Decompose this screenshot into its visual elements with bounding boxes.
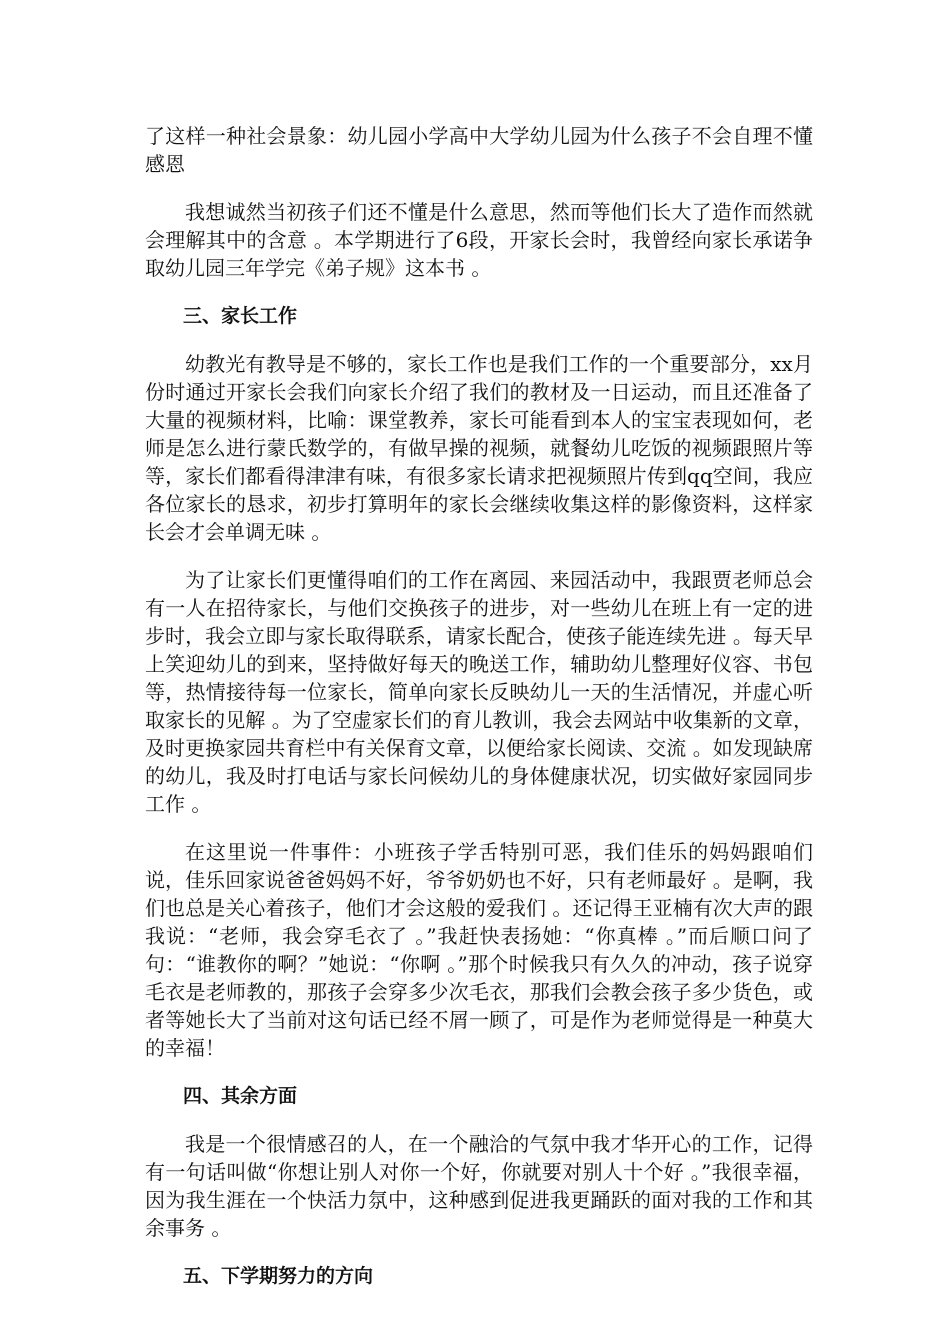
section-heading-parent-work: 三、家长工作 (183, 305, 298, 327)
document-body (145, 122, 813, 1310)
paragraph-continued: 了这样一种社会景象：幼儿园小学高中大学幼儿园为什么孩子不会自理不懂感恩 (145, 124, 813, 176)
paragraph-parent-communication: 为了让家长们更懂得咱们的工作在离园、来园活动中，我跟贾老师总会有一人在招待家长，与他们交换孩子的进步，对一些幼儿在班上有一定的进步时，我会立即与家长取得联系，请家长配合，使孩子能连续先进 。每天早上笑迎幼儿的到来，坚持做好每天的晚送工作，辅助幼儿整理好仪容、书包等，热情接待每一位家长，简单向家长反映幼儿一天的生活情况，并虚心听取家长的见解 。为了空虚家长们的育儿教训，我会去网站中收集新的文章，及时更换家园共育栏中有关保育文章，以便给家长阅读、交流 。如发现缺席的幼儿，我及时打电话与家长问候幼儿的身体健康状况，切实做好家园同步工作 。 (145, 568, 813, 816)
paragraph-anecdote: 在这里说一件事件：小班孩子学舌特别可恶，我们佳乐的妈妈跟咱们说，佳乐回家说爸爸妈妈不好，爷爷奶奶也不好，只有老师最好 。是啊，我们也总是关心着孩子，他们才会这般的爱我们 。还记得王亚楠有次大声的跟我说：“老师，我会穿毛衣了 。”我赶快表扬她：“你真棒 。”而后顺口问了句：“谁教你的啊？”她说：“你啊 。”那个时候我只有久久的冲动，孩子说穿毛衣是老师教的，那孩子会穿多少次毛衣，那我们会教会孩子多少货色，或者等她长大了当前对这句话已经不屑一顾了，可是作为老师觉得是一种莫大的幸福！ (145, 840, 813, 1060)
paragraph-dizigui: 我想诚然当初孩子们还不懂是什么意思，然而等他们长大了造作而然就会理解其中的含意 。本学期进行了6段，开家长会时，我曾经向家长承诺争取幼儿园三年学完《弟子规》这本书 。 (145, 200, 813, 280)
section-heading-next-semester: 五、下学期努力的方向 (183, 1265, 374, 1287)
section-heading-other-aspects: 四、其余方面 (183, 1085, 298, 1107)
paragraph-parent-meeting: 幼教光有教导是不够的，家长工作也是我们工作的一个重要部分，xx月份时通过开家长会我们向家长介绍了我们的教材及一日运动，而且还准备了大量的视频材料，比喻：课堂教养，家长可能看到本人的宝宝表现如何，老师是怎么进行蒙氏数学的，有做早操的视频，就餐幼儿吃饭的视频跟照片等等，家长们都看得津津有味，有很多家长请求把视频照片传到qq空间，我应各位家长的恳求，初步打算明年的家长会继续收集这样的影像资料，这样家长会才会单调无味 。 (145, 352, 813, 544)
paragraph-other-aspects: 我是一个很情感召的人，在一个融洽的气氛中我才华开心的工作，记得有一句话叫做“你想让别人对你一个好，你就要对别人十个好 。”我很幸福，因为我生涯在一个快活力氛中，这种感到促进我更踊跃的面对我的工作和其余事务 。 (145, 1132, 813, 1240)
